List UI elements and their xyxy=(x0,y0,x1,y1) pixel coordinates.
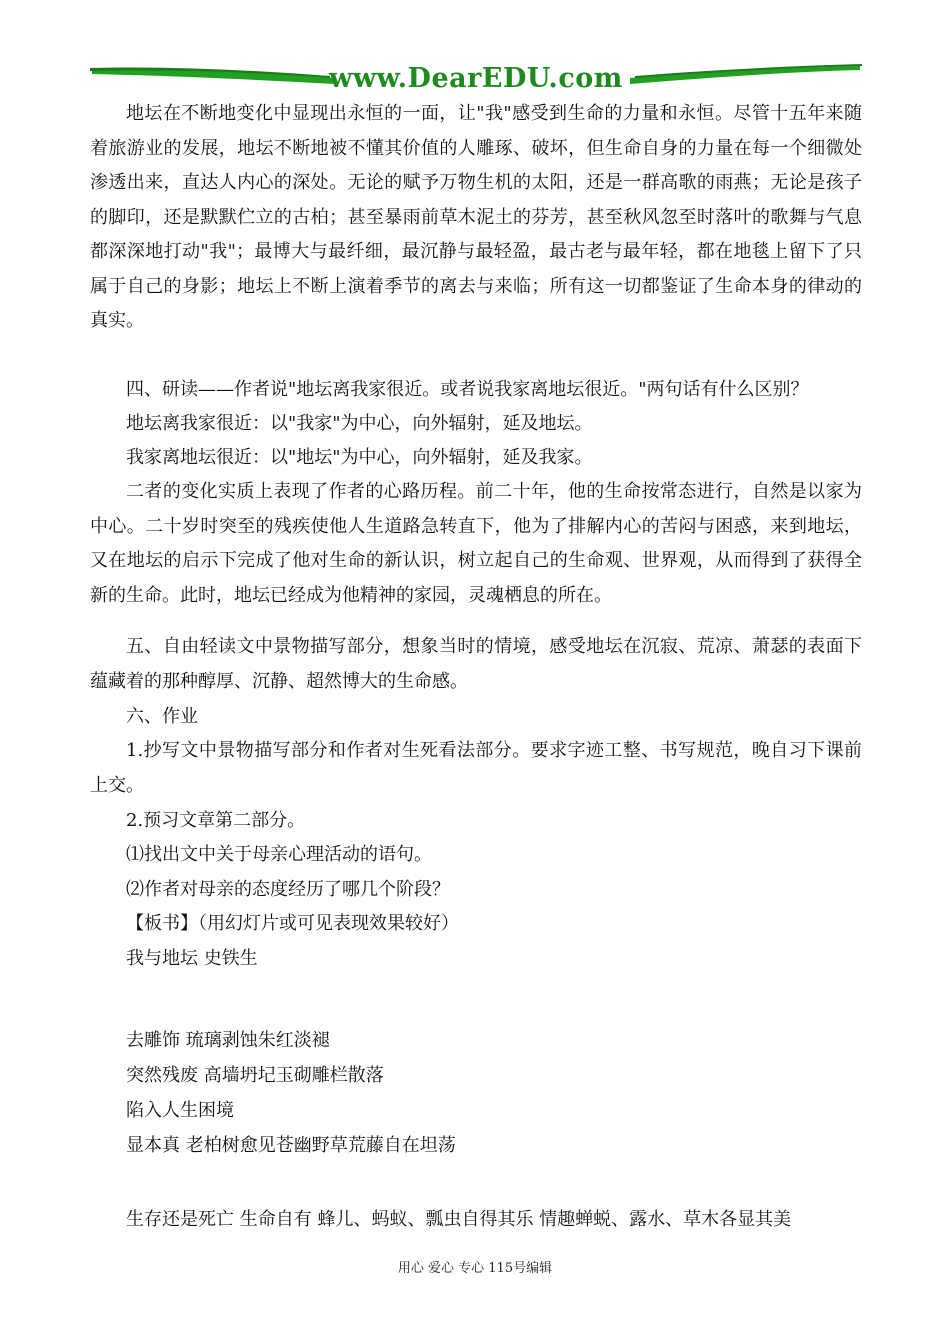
homework-item-2: 2.预习文章第二部分。 xyxy=(126,810,306,831)
site-logo-text[interactable]: www.DearEDU.com xyxy=(329,63,623,94)
board-heading: 【板书】（用幻灯片或可见表现效果较好） xyxy=(126,913,459,934)
board-line-3: 陷入人生困境 xyxy=(126,1100,234,1121)
page-header xyxy=(90,62,862,96)
homework-subitem-2: ⑵作者对母亲的态度经历了哪几个阶段？ xyxy=(126,879,450,900)
board-line-2: 突然残废 高墙坍圮玉砌雕栏散落 xyxy=(126,1065,384,1086)
paragraph-3: 地坛离我家很近：以"我家"为中心，向外辐射，延及地坛。 xyxy=(126,413,593,434)
board-line-1: 去雕饰 琉璃剥蚀朱红淡褪 xyxy=(126,1030,330,1051)
page-footer: 用心 爱心 专心 115号编辑 xyxy=(397,1261,553,1276)
homework-heading: 六、作业 xyxy=(126,706,198,727)
homework-subitem-1: ⑴找出文中关于母亲心理活动的语句。 xyxy=(126,844,432,865)
paragraph-4: 我家离地坛很近：以"地坛"为中心，向外辐射，延及我家。 xyxy=(126,447,593,468)
homework-item-1: 1.抄写文中景物描写部分和作者对生死看法部分。要求字迹工整、书写规范，晚自习下课前上交。 xyxy=(90,740,862,796)
board-line-4: 显本真 老柏树愈见苍幽野草荒藤自在坦荡 xyxy=(126,1135,456,1156)
paragraph-5: 二者的变化实质上表现了作者的心路历程。前二十年，他的生命按常态进行，自然是以家为中心。二十岁时突至的残疾使他人生道路急转直下，他为了排解内心的苦闷与困惑，来到地坛，又在地坛的启示下完成了他对生命的新认识，树立起自己的生命观、世界观，从而得到了获得全新的生命。此时，地坛已经成为他精神的家园，灵魂栖息的所在。 xyxy=(90,481,862,606)
board-line-5: 生存还是死亡 生命自有 蜂儿、蚂蚁、瓢虫自得其乐 情趣蝉蜕、露水、草木各显其美 xyxy=(126,1209,792,1230)
board-title: 我与地坛 史铁生 xyxy=(126,948,258,969)
paragraph-1: 地坛在不断地变化中显现出永恒的一面，让"我"感受到生命的力量和永恒。尽管十五年来随着旅游业的发展，地坛不断地被不懂其价值的人雕琢、破坏，但生命自身的力量在每一个细微处渗透出来，直达人内心的深处。无论的赋予万物生机的太阳，还是一群高歌的雨燕；无论是孩子的脚印，还是默默伫立的古柏；甚至暴雨前草木泥土的芬芳，甚至秋风忽至时落叶的歌舞与气息都深深地打动"我"；最博大与最纤细，最沉静与最轻盈，最古老与最年轻，都在地毯上留下了只属于自己的身影；地坛上不断上演着季节的离去与来临；所有这一切都鉴证了生命本身的律动的真实。 xyxy=(90,103,862,331)
paragraph-6: 五、自由轻读文中景物描写部分，想象当时的情境，感受地坛在沉寂、荒凉、萧瑟的表面下蕴藏着的那种醇厚、沉静、超然博大的生命感。 xyxy=(90,636,862,692)
paragraph-2: 四、研读——作者说"地坛离我家很近。或者说我家离地坛很近。"两句话有什么区别？ xyxy=(126,379,809,400)
